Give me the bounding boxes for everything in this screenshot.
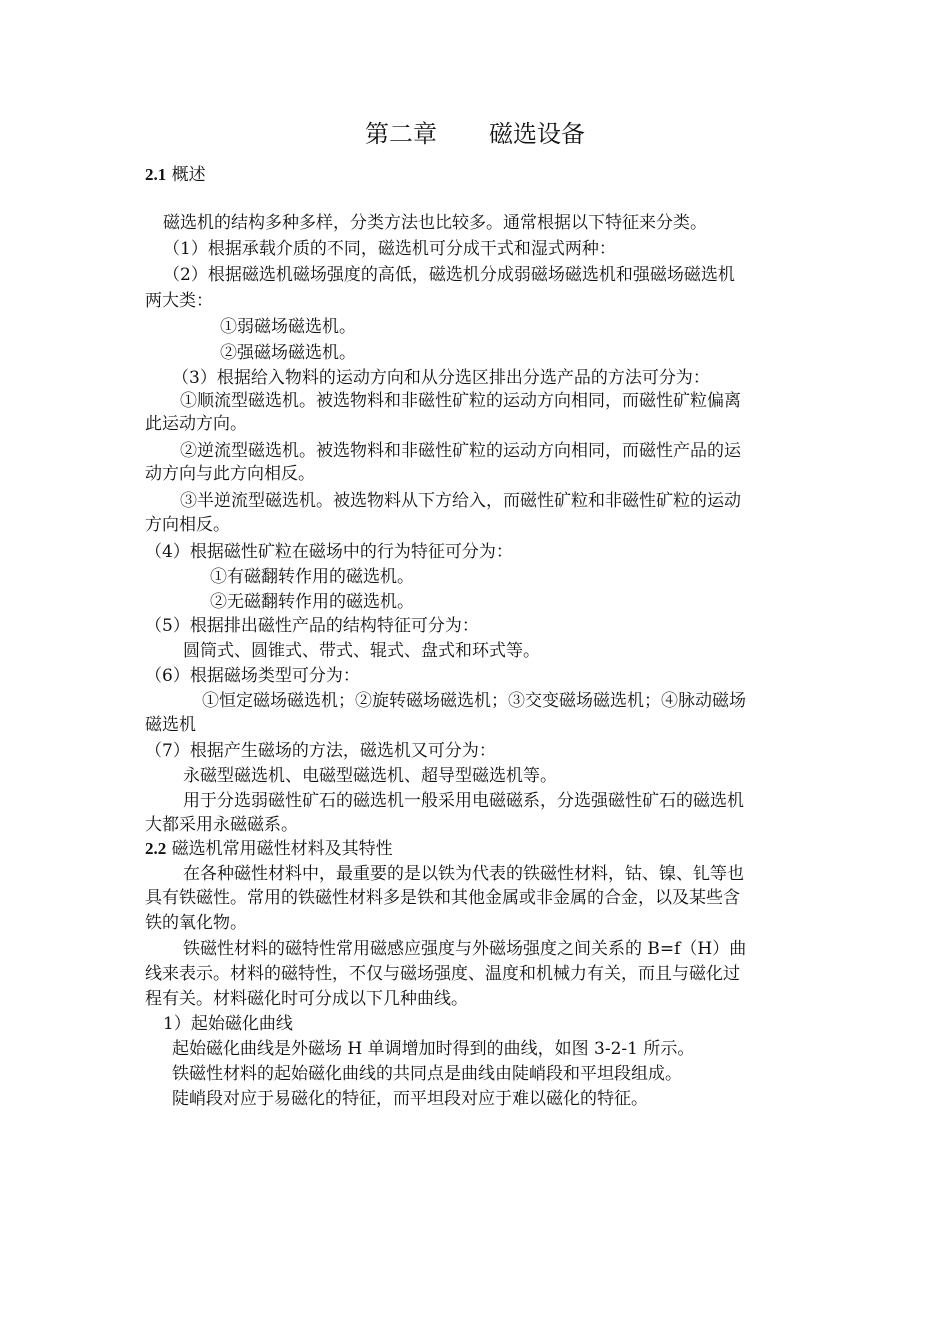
paragraph-line: 此运动方向。	[145, 414, 247, 434]
paragraph-line: （2）根据磁选机磁场强度的高低，磁选机分成弱磁场磁选机和强磁场磁选机	[163, 265, 735, 285]
paragraph-line: 陡峭段对应于易磁化的特征，而平坦段对应于难以磁化的特征。	[172, 1089, 648, 1109]
paragraph-line: （7）根据产生磁场的方法，磁选机又可分为：	[145, 741, 496, 761]
list-item: ②强磁场磁选机。	[220, 343, 356, 363]
paragraph-line: 磁选机	[145, 715, 196, 735]
paragraph-line: 起始磁化曲线是外磁场 H 单调增加时得到的曲线，如图 3-2-1 所示。	[172, 1039, 695, 1059]
paragraph-line: 具有铁磁性。常用的铁磁性材料多是铁和其他金属或非金属的合金，以及某些含	[145, 888, 740, 908]
paragraph-line: 铁磁性材料的磁特性常用磁感应强度与外磁场强度之间关系的 B=f（H）曲	[183, 939, 747, 959]
paragraph-line: 1）起始磁化曲线	[163, 1014, 293, 1034]
list-item: ①弱磁场磁选机。	[220, 317, 356, 337]
paragraph-line: 铁磁性材料的起始磁化曲线的共同点是曲线由陡峭段和平坦段组成。	[172, 1064, 682, 1084]
paragraph-line: 两大类：	[145, 291, 213, 311]
paragraph-line: （6）根据磁场类型可分为：	[145, 666, 360, 686]
section-number: 2.1	[145, 165, 167, 184]
chapter-title	[0, 118, 950, 150]
paragraph-line: （5）根据排出磁性产品的结构特征可分为：	[145, 616, 479, 636]
section-title: 概述	[171, 165, 206, 185]
paragraph-line: （4）根据磁性矿粒在磁场中的行为特征可分为：	[145, 542, 513, 562]
paragraph-line: ③半逆流型磁选机。被选物料从下方给入，而磁性矿粒和非磁性矿粒的运动	[180, 491, 741, 511]
paragraph-line: 动方向与此方向相反。	[145, 464, 315, 484]
paragraph-line: 程有关。材料磁化时可分成以下几种曲线。	[145, 989, 468, 1009]
paragraph-line: 磁选机的结构多种多样，分类方法也比较多。通常根据以下特征来分类。	[163, 213, 707, 233]
paragraph-line: （1）根据承载介质的不同，磁选机可分成干式和湿式两种：	[163, 239, 616, 259]
chapter-number: 第二章	[365, 120, 437, 148]
paragraph-line: ②逆流型磁选机。被选物料和非磁性矿粒的运动方向相同，而磁性产品的运	[180, 441, 741, 461]
list-item: ①有磁翻转作用的磁选机。	[210, 567, 414, 587]
paragraph-line: 永磁型磁选机、电磁型磁选机、超导型磁选机等。	[183, 766, 557, 786]
chapter-name: 磁选设备	[489, 120, 585, 148]
paragraph-line: 在各种磁性材料中，最重要的是以铁为代表的铁磁性材料，钴、镍、钆等也	[183, 864, 744, 884]
paragraph-line: 铁的氧化物。	[145, 913, 247, 933]
section-heading-2-2	[145, 838, 393, 860]
paragraph-line: 大都采用永磁磁系。	[145, 815, 298, 835]
paragraph-line: ①顺流型磁选机。被选物料和非磁性矿粒的运动方向相同，而磁性矿粒偏离	[180, 391, 741, 411]
paragraph-line: 用于分选弱磁性矿石的磁选机一般采用电磁磁系，分选强磁性矿石的磁选机	[183, 791, 744, 811]
paragraph-line: 线来表示。材料的磁特性，不仅与磁场强度、温度和机械力有关，而且与磁化过	[145, 964, 740, 984]
paragraph-line: 圆筒式、圆锥式、带式、辊式、盘式和环式等。	[183, 641, 540, 661]
paragraph-line: ①恒定磁场磁选机；②旋转磁场磁选机；③交变磁场磁选机；④脉动磁场	[202, 691, 746, 711]
paragraph-line: （3）根据给入物料的运动方向和从分选区排出分选产品的方法可分为：	[172, 368, 710, 388]
section-heading-2-1	[145, 164, 206, 186]
list-item: ②无磁翻转作用的磁选机。	[210, 592, 414, 612]
paragraph-line: 方向相反。	[145, 515, 230, 535]
section-number: 2.2	[145, 839, 167, 858]
section-title: 磁选机常用磁性材料及其特性	[171, 839, 393, 859]
